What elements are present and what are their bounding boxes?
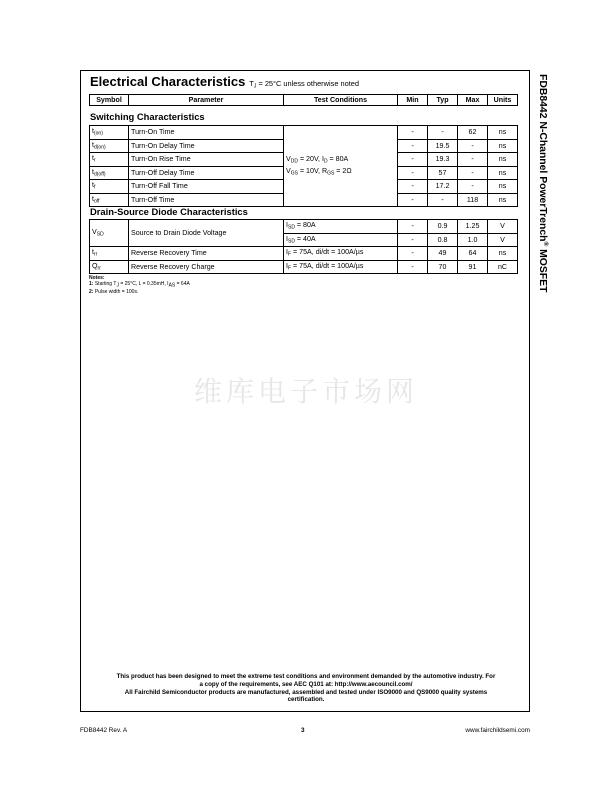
test-condition-cell	[284, 126, 398, 207]
symbol-cell	[90, 139, 129, 153]
c1c: = 80A	[327, 154, 349, 163]
table-row	[90, 260, 518, 274]
test-condition-cell	[284, 233, 398, 247]
sym-sub: (on)	[93, 130, 103, 137]
c1b: = 20V, I	[297, 154, 324, 163]
sym: Q	[92, 261, 98, 270]
units-cell: nC	[488, 260, 518, 274]
n1as: J	[116, 282, 119, 289]
side-title-text: FDB8442 N-Channel PowerTrench	[537, 74, 548, 242]
sym-sub: r	[93, 157, 96, 164]
max-cell: -	[458, 166, 488, 180]
cb: = 40A	[294, 234, 316, 243]
typ-cell: 70	[428, 260, 458, 274]
watermark: 维库电子市场网	[193, 375, 418, 408]
typ-cell: 57	[428, 166, 458, 180]
c2as: GS	[290, 170, 298, 177]
n1bs: AS	[168, 282, 176, 289]
sym-sub: f	[93, 184, 96, 191]
min-cell: -	[398, 260, 428, 274]
cond-line-2	[286, 166, 395, 179]
sym: t	[92, 181, 94, 189]
max-cell: 64	[458, 247, 488, 261]
cond-line-1	[286, 154, 395, 167]
units-cell: V	[488, 220, 518, 234]
symbol-cell	[90, 247, 129, 261]
sym-sub: off	[93, 198, 100, 204]
notes	[89, 275, 190, 295]
cas: F	[287, 251, 292, 258]
side-title-reg: ®	[542, 241, 549, 247]
n1c: = 64A	[175, 281, 190, 287]
page-title	[90, 74, 359, 90]
symbol-cell	[90, 180, 129, 194]
table-row	[90, 247, 518, 261]
typ-cell: 0.9	[428, 220, 458, 234]
parameter-cell: Turn-Off Delay Time	[129, 166, 284, 180]
min-cell: -	[398, 166, 428, 180]
max-cell: 118	[458, 193, 488, 207]
col-typ: Typ	[428, 95, 458, 106]
sym: t	[92, 248, 94, 256]
footer-revision: FDB8442 Rev. A	[80, 727, 128, 734]
disclaimer-line: a copy of the requirements, see AEC Q101 at: http://www.aecouncil.com/	[199, 680, 413, 688]
parameter-cell: Source to Drain Diode Voltage	[129, 220, 284, 247]
disclaimer-line: All Fairchild Semiconductor products are manufactured, assembled and tested under ISO9000 and QS9000 quality systems	[124, 688, 488, 696]
sym: t	[92, 140, 94, 149]
min-cell: -	[398, 220, 428, 234]
diode-section-title: Drain-Source Diode Characteristics	[90, 206, 248, 217]
sym: t	[92, 154, 94, 162]
cb: = 75A, di/dt = 100A/µs	[291, 248, 364, 256]
footer-website-link[interactable]: www.fairchildsemi.com	[465, 727, 530, 734]
cond-rest: = 25°C unless otherwise noted	[256, 79, 359, 88]
max-cell: 1.0	[458, 233, 488, 247]
units-cell: ns	[488, 126, 518, 140]
note-2-label: 2:	[89, 288, 94, 295]
parameter-cell: Turn-On Rise Time	[129, 153, 284, 167]
parameter-cell: Turn-On Delay Time	[129, 139, 284, 153]
n1a: Starting T	[93, 281, 117, 287]
n1b: = 25°C, L = 0.35mH, I	[118, 281, 169, 287]
c2c: = 2Ω	[334, 167, 352, 175]
c2b: = 10V, R	[297, 167, 328, 175]
max-cell: 91	[458, 260, 488, 274]
ca: I	[286, 261, 288, 270]
col-symbol: Symbol	[90, 95, 129, 106]
table-row	[90, 220, 518, 234]
symbol-cell	[90, 260, 129, 274]
switching-section-title: Switching Characteristics	[90, 111, 205, 122]
cas: SD	[287, 238, 295, 244]
max-cell: -	[458, 180, 488, 194]
symbol-cell	[90, 166, 129, 180]
symbol-cell	[90, 126, 129, 140]
typ-cell: -	[428, 193, 458, 207]
ca: I	[286, 248, 288, 256]
cas: F	[287, 265, 292, 271]
min-cell: -	[398, 247, 428, 261]
title-condition	[249, 79, 359, 88]
cb: = 80A	[294, 221, 316, 229]
sym: V	[92, 227, 97, 236]
sym-sub: d(off)	[93, 171, 106, 177]
c1as: DD	[290, 158, 298, 164]
note-1-label: 1:	[89, 281, 94, 287]
max-cell: 62	[458, 126, 488, 140]
c2a: V	[286, 167, 291, 175]
typ-cell: 0.8	[428, 233, 458, 247]
test-condition-cell	[284, 260, 398, 274]
sym: t	[92, 127, 94, 135]
test-condition-cell	[284, 220, 398, 234]
switching-table	[89, 125, 518, 207]
units-cell: ns	[488, 139, 518, 153]
symbol-cell	[90, 220, 129, 247]
units-cell: ns	[488, 247, 518, 261]
table-row	[90, 126, 518, 140]
units-cell: ns	[488, 153, 518, 167]
cb: = 75A, di/dt = 100A/µs	[291, 261, 364, 270]
max-cell: -	[458, 139, 488, 153]
sym-sub: SD	[96, 231, 104, 238]
disclaimer	[88, 673, 524, 704]
min-cell: -	[398, 193, 428, 207]
cond-sub: J	[253, 83, 257, 90]
c1a: V	[286, 154, 291, 163]
symbol-cell	[90, 153, 129, 167]
header-table	[89, 94, 518, 106]
notes-heading: Notes:	[89, 275, 105, 281]
units-cell: ns	[488, 193, 518, 207]
max-cell: -	[458, 153, 488, 167]
header-row	[90, 95, 518, 106]
c2bs: GS	[327, 170, 335, 177]
typ-cell: 17.2	[428, 180, 458, 194]
cas: SD	[287, 224, 295, 231]
units-cell: V	[488, 233, 518, 247]
ca: I	[286, 221, 288, 229]
typ-cell: 49	[428, 247, 458, 261]
max-cell: 1.25	[458, 220, 488, 234]
note-1	[89, 281, 190, 289]
cond-prefix: T	[249, 79, 254, 88]
disclaimer-line: certification.	[287, 696, 325, 704]
parameter-cell: Reverse Recovery Time	[129, 247, 284, 261]
sym: t	[92, 167, 94, 176]
test-condition-cell	[284, 247, 398, 261]
col-max: Max	[458, 95, 488, 106]
col-parameter: Parameter	[129, 95, 284, 106]
title-text: Electrical Characteristics	[90, 74, 246, 89]
min-cell: -	[398, 180, 428, 194]
parameter-cell: Reverse Recovery Charge	[129, 260, 284, 274]
page-number: 3	[301, 727, 305, 734]
min-cell: -	[398, 233, 428, 247]
sym-sub: rr	[93, 251, 98, 258]
sym-sub: d(on)	[93, 144, 106, 150]
side-title	[533, 72, 559, 402]
min-cell: -	[398, 139, 428, 153]
parameter-cell: Turn-On Time	[129, 126, 284, 140]
disclaimer-line: This product has been designed to meet the extreme test conditions and environment demanded by the automotive industry. For	[116, 673, 496, 680]
c1bs: D	[323, 158, 328, 164]
col-test-conditions: Test Conditions	[284, 95, 398, 106]
typ-cell: 19.5	[428, 139, 458, 153]
units-cell: ns	[488, 166, 518, 180]
note-2	[89, 289, 190, 295]
ca: I	[286, 234, 288, 243]
side-title-suffix: MOSFET	[537, 246, 548, 293]
diode-table	[89, 219, 518, 274]
col-units: Units	[488, 95, 518, 106]
sym-sub: rr	[97, 265, 101, 271]
min-cell: -	[398, 153, 428, 167]
min-cell: -	[398, 126, 428, 140]
symbol-cell	[90, 193, 129, 207]
col-min: Min	[398, 95, 428, 106]
n2: Pulse width = 100s.	[93, 288, 139, 295]
typ-cell: 19.3	[428, 153, 458, 167]
sym: t	[92, 194, 94, 203]
svg-text:FDB8442 N-Channel PowerTrench®	[537, 74, 550, 293]
parameter-cell: Turn-Off Time	[129, 193, 284, 207]
units-cell: ns	[488, 180, 518, 194]
typ-cell: -	[428, 126, 458, 140]
parameter-cell: Turn-Off Fall Time	[129, 180, 284, 194]
